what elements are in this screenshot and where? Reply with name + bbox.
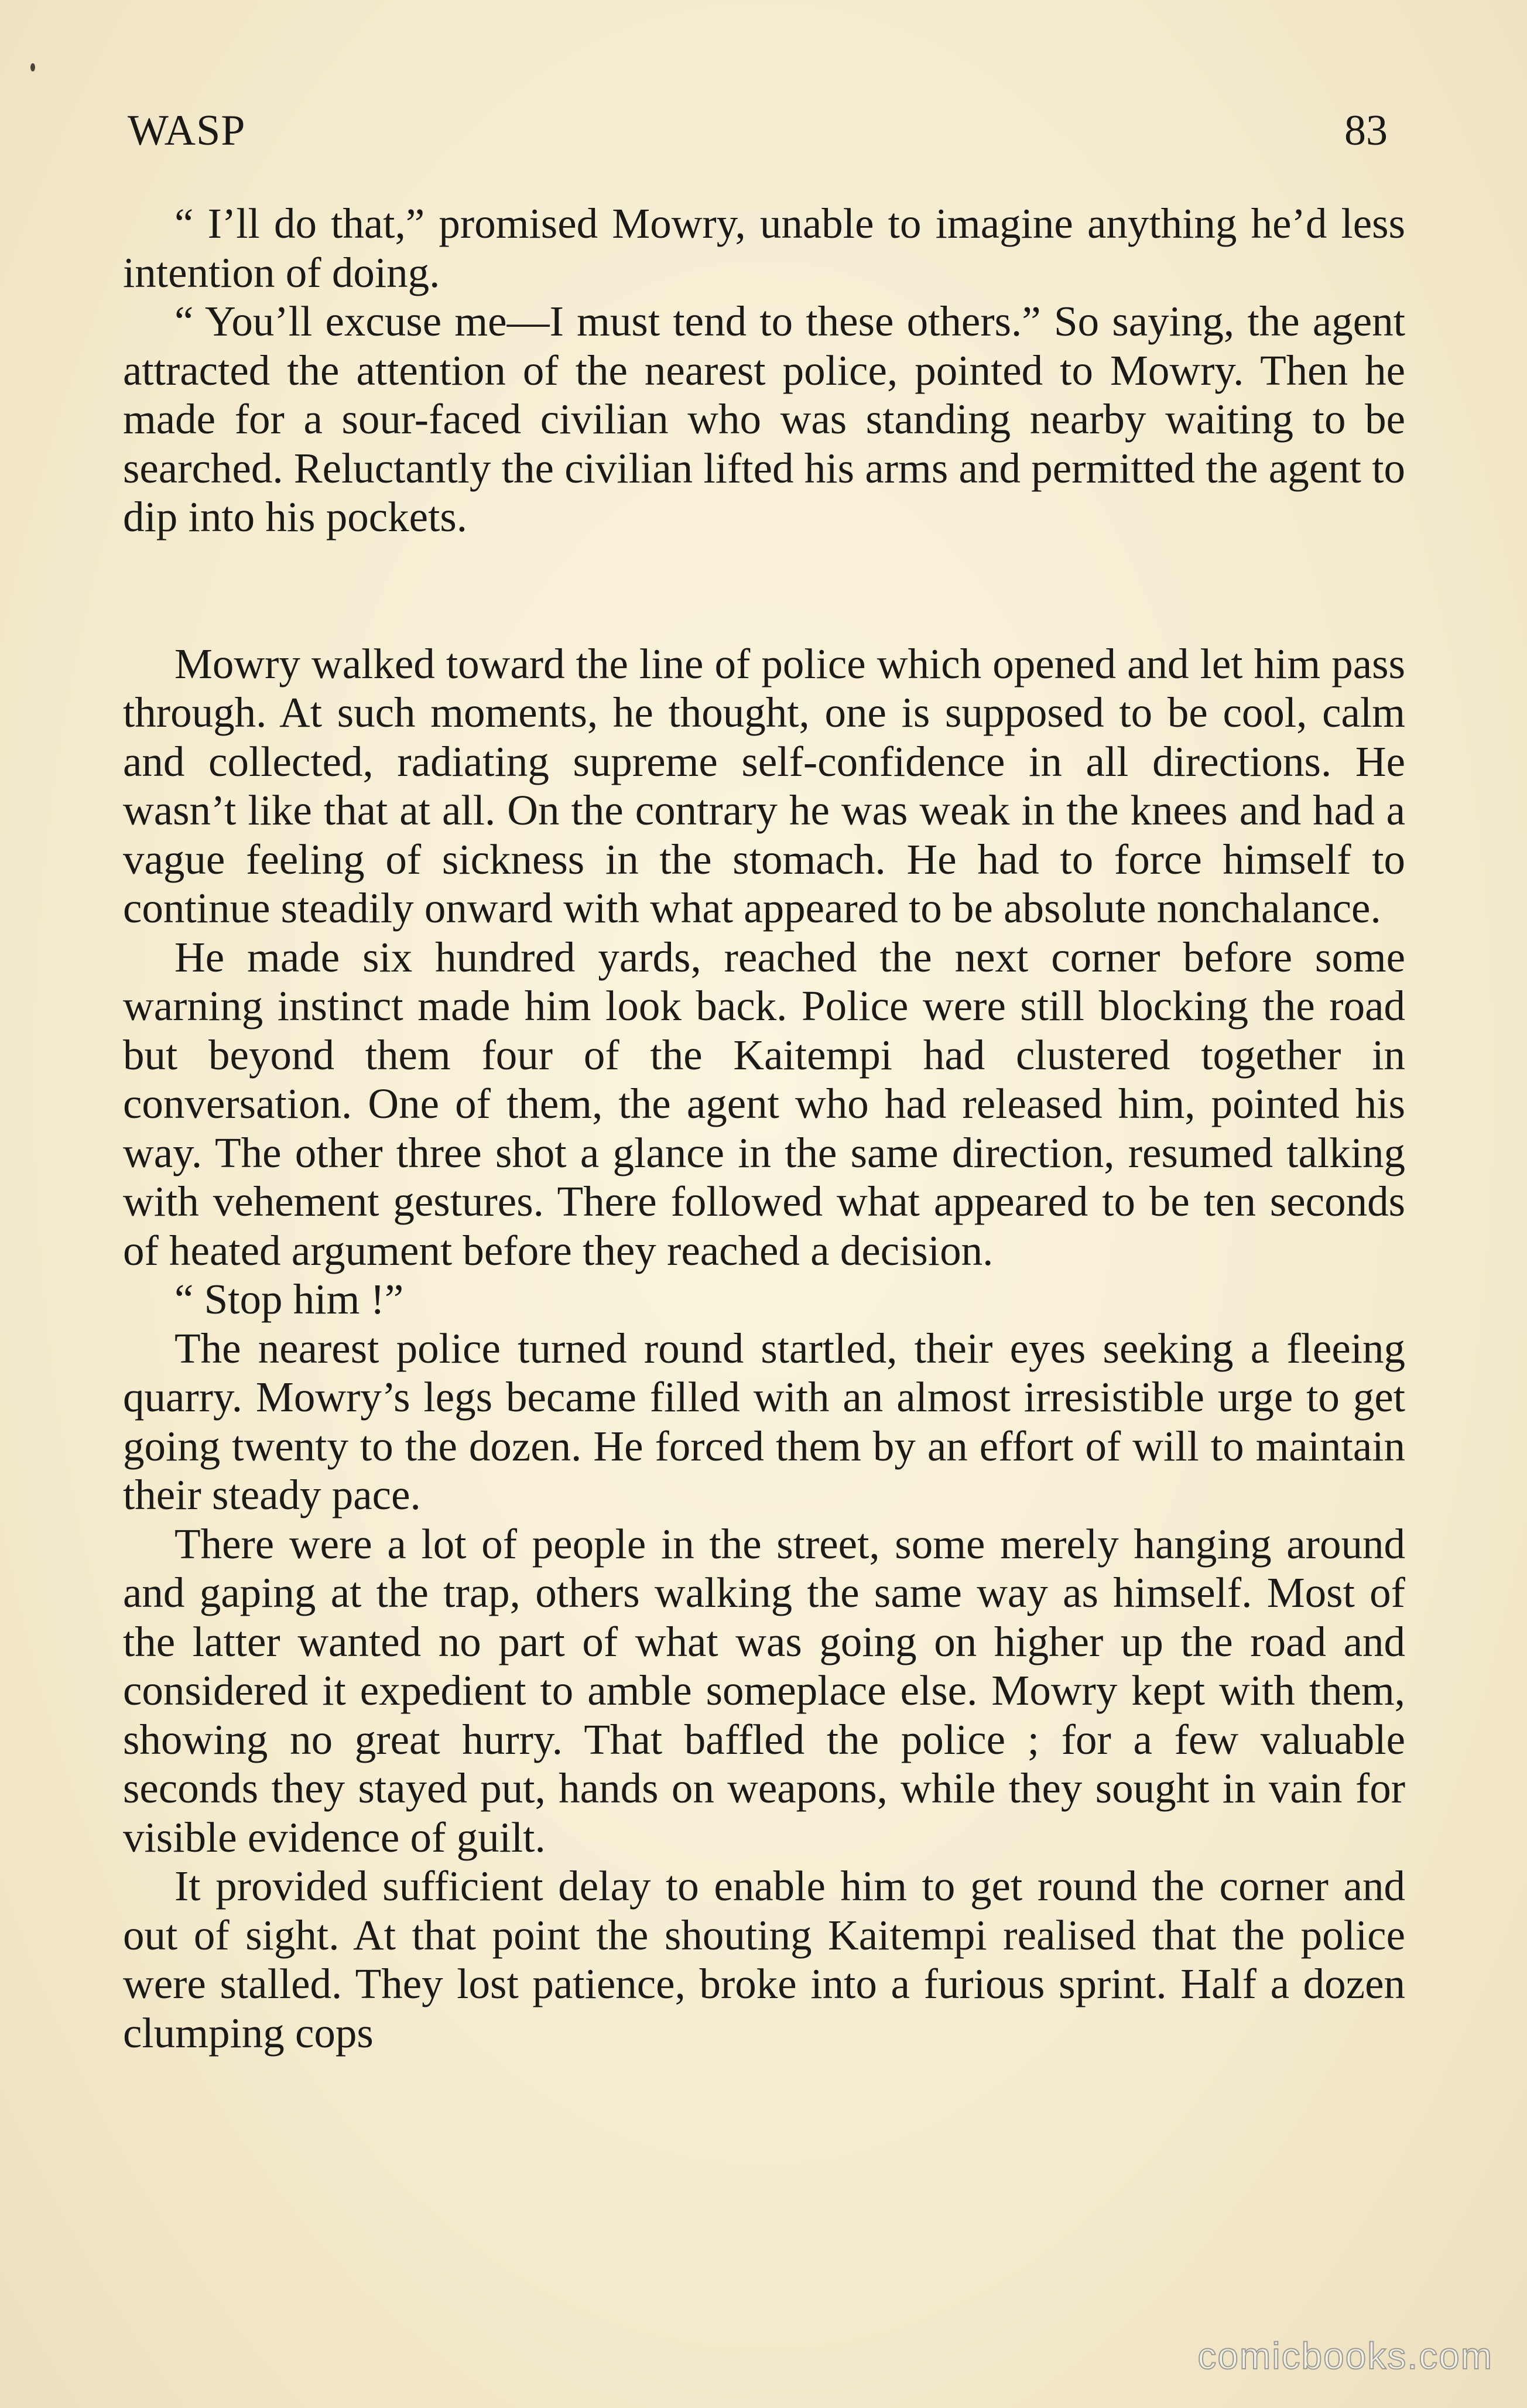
paragraph: “ I’ll do that,” promised Mowry, unable to imagine anything he’d less intention of doing. bbox=[123, 200, 1405, 296]
paragraph: The nearest police turned round startled, their eyes seeking a fleeing quarry. Mowry’s legs became filled with an almost irresistible urge to get going twenty to the dozen. He forced them by an effort of will to maintain their steady pace. bbox=[123, 1324, 1405, 1518]
section-break bbox=[123, 542, 1405, 639]
ink-speck bbox=[30, 63, 35, 71]
paragraph: “ You’ll excuse me—I must tend to these others.” So saying, the agent attracted the attention of the nearest police, pointed to Mowry. Then he made for a sour-faced civilian who was standing nearby waiting to be searched. Reluctantly the civilian lifted his arms and permitted the agent to dip into his pockets. bbox=[123, 297, 1405, 541]
running-head-title: WASP bbox=[128, 107, 246, 155]
paragraph: There were a lot of people in the street, some merely hanging around and gaping at the trap, others walking the same way as himself. Most of the latter wanted no part of what was going on higher up the road and considered it expedient to amble someplace else. Mowry kept with them, showing no great hurry. That baffled the police ; for a few valuable seconds they stayed put, hands on weapons, while they sought in vain for visible evidence of guilt. bbox=[123, 1520, 1405, 1861]
running-head bbox=[128, 104, 1399, 157]
paragraph: He made six hundred yards, reached the next corner before some warning instinct made him look back. Police were still blocking the road but beyond them four of the Kaitempi had clustered together in conversation. One of them, the agent who had released him, pointed his way. The other three shot a glance in the same direction, resumed talking with vehement gestures. There followed what appeared to be ten seconds of heated argument before they reached a decision. bbox=[123, 933, 1405, 1274]
watermark-logo: comicbooks.com bbox=[1197, 2335, 1493, 2377]
paragraph: It provided sufficient delay to enable him to get round the corner and out of sight. At that point the shouting Kaitempi realised that the police were stalled. They lost patience, broke into a furious sprint. Half a dozen clumping cops bbox=[123, 1862, 1405, 2057]
paragraph: “ Stop him !” bbox=[174, 1275, 404, 1323]
paragraph: Mowry walked toward the line of police which opened and let him pass through. At such moments, he thought, one is supposed to be cool, calm and collected, radiating supreme self-confidence in all directions. He wasn’t like that at all. On the contrary he was weak in the knees and had a vague feeling of sickness in the stomach. He had to force himself to continue steadily onward with what appeared to be absolute nonchalance. bbox=[123, 639, 1405, 932]
page-number: 83 bbox=[1344, 107, 1388, 155]
body-text bbox=[123, 199, 1405, 2057]
